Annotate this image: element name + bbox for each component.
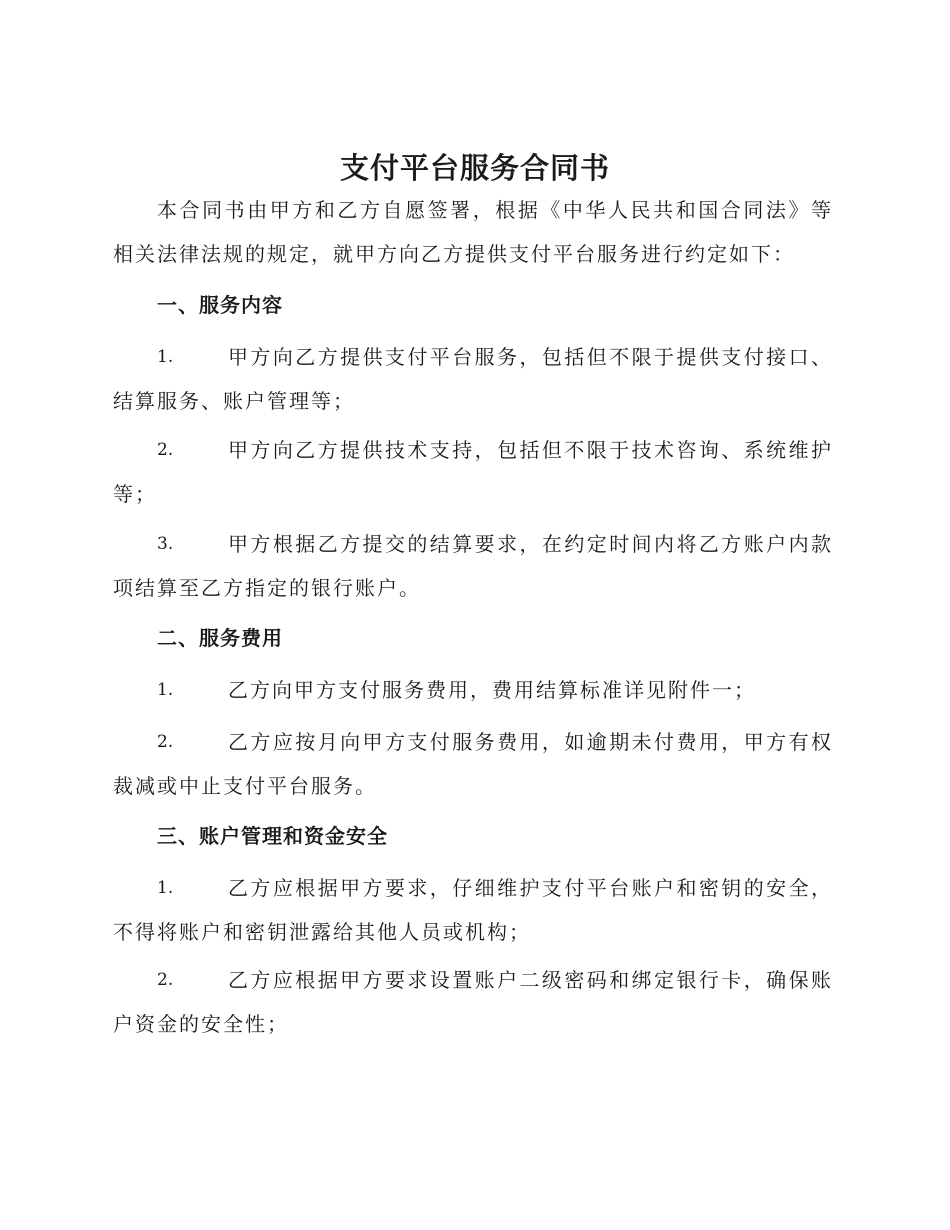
item-number: 2. — [157, 970, 174, 990]
item-text: 甲方根据乙方提交的结算要求，在约定时间内将乙方账户内款项结算至乙方指定的银行账户。 — [113, 532, 833, 600]
item-text: 乙方应按月向甲方支付服务费用，如逾期未付费用，甲方有权裁减或中止支付平台服务。 — [113, 730, 833, 798]
list-item — [113, 866, 833, 954]
document-title: 支付平台服务合同书 — [339, 151, 610, 185]
list-item — [113, 428, 833, 516]
intro-paragraph: 本合同书由甲方和乙方自愿签署，根据《中华人民共和国合同法》等相关法律法规的规定，就甲方向乙方提供支付平台服务进行约定如下： — [113, 198, 833, 266]
item-text: 乙方向甲方支付服务费用，费用结算标准详见附件一； — [228, 678, 756, 702]
item-text: 甲方向乙方提供技术支持，包括但不限于技术咨询、系统维护等； — [113, 438, 833, 506]
item-number: 2. — [157, 732, 174, 752]
item-number: 2. — [157, 440, 174, 460]
item-number: 1. — [157, 680, 174, 700]
list-item — [113, 668, 833, 712]
list-item — [113, 522, 833, 610]
item-text: 乙方应根据甲方要求，仔细维护支付平台账户和密钥的安全，不得将账户和密钥泄露给其他人员或机构； — [113, 876, 833, 944]
section-heading-service-fees: 二、服务费用 — [157, 626, 283, 650]
section-heading-service-content: 一、服务内容 — [157, 293, 283, 317]
list-item — [113, 720, 833, 808]
list-item — [113, 335, 833, 423]
item-number: 1. — [157, 878, 174, 898]
section-heading-account-security: 三、账户管理和资金安全 — [157, 824, 388, 848]
item-text: 乙方应根据甲方要求设置账户二级密码和绑定银行卡，确保账户资金的安全性； — [113, 968, 833, 1036]
item-number: 1. — [157, 347, 174, 367]
item-text: 甲方向乙方提供支付平台服务，包括但不限于提供支付接口、结算服务、账户管理等； — [113, 345, 833, 413]
item-number: 3. — [157, 534, 174, 554]
list-item — [113, 958, 833, 1046]
